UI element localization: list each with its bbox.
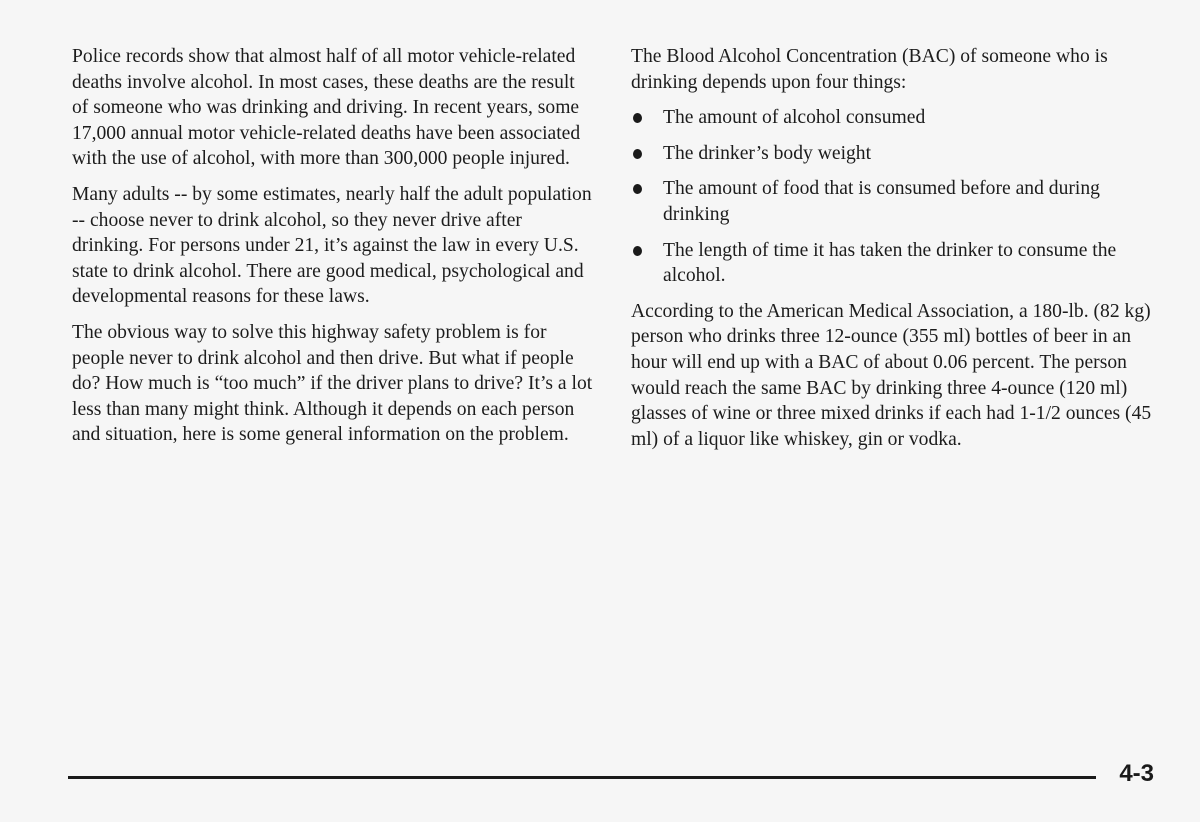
- paragraph-solve-problem: The obvious way to solve this highway safety problem is for people never to drink alcohol and then drive. But what if people do? How much is “too much” if the driver plans to drive? It’s a lot less than many might think. Although it depends on each person and situation, here is some general information on the problem.: [72, 321, 593, 446]
- list-item: [631, 176, 1157, 227]
- bullet-icon: [633, 184, 642, 194]
- right-column: [631, 44, 1157, 462]
- list-item: [631, 105, 1157, 131]
- list-item-text: The amount of food that is consumed before and during drinking: [663, 178, 1100, 225]
- footer-divider: [68, 776, 1096, 779]
- list-item: [631, 238, 1157, 289]
- page-number: 4-3: [1119, 760, 1154, 787]
- paragraph-adults-abstain: Many adults -- by some estimates, nearly half the adult population -- choose never to drink alcohol, so they never drive after drinking. For persons under 21, it’s against the law in every U.S. state to drink alcohol. There are good medical, psychological and developmental reasons for these laws.: [72, 183, 592, 308]
- list-item: [631, 141, 1157, 167]
- paragraph-bac-intro: The Blood Alcohol Concentration (BAC) of someone who is drinking depends upon four things:: [631, 46, 1108, 93]
- bullet-icon: [633, 113, 642, 123]
- paragraph-alcohol-deaths: Police records show that almost half of all motor vehicle-related deaths involve alcohol. In most cases, these deaths are the result of someone who was drinking and driving. In recent years, some 17,000 annual motor vehicle-related deaths have been associated with the use of alcohol, with more than 300,000 people injured.: [72, 46, 581, 170]
- bullet-icon: [633, 246, 642, 256]
- left-column: [72, 44, 594, 458]
- paragraph-ama-example: According to the American Medical Association, a 180-lb. (82 kg) person who drinks three 12-ounce (355 ml) bottles of beer in an hour will end up with a BAC of about 0.06 percent. The person would reach the same BAC by drinking three 4-ounce (120 ml) glasses of wine or three mixed drinks if each had 1-1/2 ounces (45 ml) of a liquor like whiskey, gin or vodka.: [631, 300, 1152, 450]
- bac-factors-list: [631, 105, 1157, 289]
- list-item-text: The length of time it has taken the drinker to consume the alcohol.: [663, 239, 1117, 287]
- bullet-icon: [633, 149, 642, 159]
- list-item-text: The amount of alcohol consumed: [663, 107, 926, 129]
- list-item-text: The drinker’s body weight: [663, 142, 872, 164]
